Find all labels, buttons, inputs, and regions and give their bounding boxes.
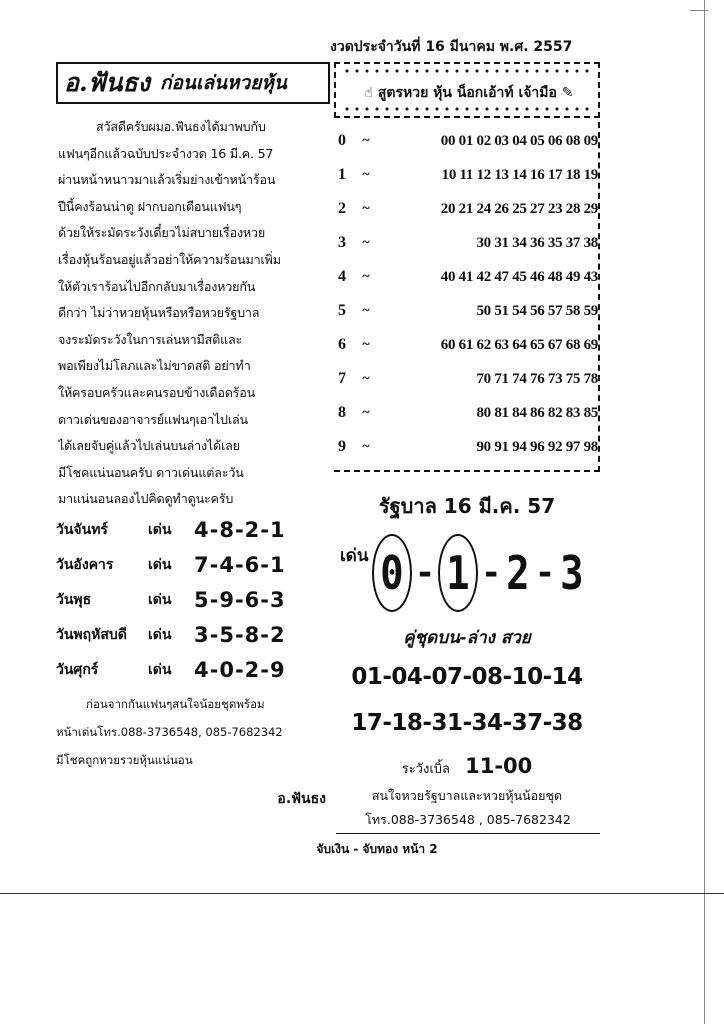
featured-digits (334, 532, 600, 614)
intro-line: ให้ตัวเราร้อนไปอีกกลับมาเรื่องหวยกัน (58, 278, 256, 294)
grid-digit: 0 (338, 132, 346, 149)
government-lottery-title: รัฐบาล 16 มี.ค. 57 (378, 494, 556, 518)
column-title: อ.ฟันธง (64, 68, 150, 97)
day-row-friday (56, 652, 330, 687)
intro-line: พอเพียงไม่โลภและไม่ขาดสติ อย่าทำ (58, 358, 251, 374)
author-signature: อ.ฟันธง (277, 791, 326, 807)
daily-picks (56, 512, 330, 687)
grid-numbers: 80 81 84 86 82 83 85 (476, 404, 598, 421)
day-name: วันพุธ (56, 591, 92, 608)
grid-digit: 1 (338, 166, 346, 183)
day-label: เด่น (148, 661, 172, 678)
formula-title-box (334, 62, 600, 118)
grid-digit: 2 (338, 200, 346, 217)
circled-digit (372, 534, 412, 612)
grid-tilde: ~ (362, 235, 370, 250)
day-numbers: 4-8-2-1 (194, 517, 286, 542)
bottom-rule (0, 893, 724, 894)
intro-line: เรื่องหุ้นร้อนอยู่แล้วอย่าให้ความร้อนมาเพิ่ม (58, 251, 281, 267)
grid-tilde: ~ (362, 303, 370, 318)
contact-line: หน้าเด่นโทร.088-3736548, 085-7682342 (56, 725, 283, 739)
grid-numbers: 50 51 54 56 57 58 59 (476, 302, 598, 319)
featured-label: เด่น (340, 546, 369, 566)
grid-tilde: ~ (362, 167, 370, 182)
grid-digit: 8 (338, 404, 346, 421)
day-numbers: 3-5-8-2 (194, 622, 286, 647)
dot-border-top (342, 68, 592, 74)
day-row-tuesday (56, 547, 330, 582)
grid-tilde: ~ (362, 337, 370, 352)
day-label: เด่น (148, 591, 172, 608)
intro-text (58, 114, 330, 513)
grid-row-8 (338, 396, 598, 430)
watch-numbers: 11-00 (465, 754, 533, 778)
page-footer: จับเงิน - จับทอง หน้า 2 (316, 842, 438, 856)
pair-set-title: คู่ชุดบน-ล่าง สวย (403, 628, 531, 648)
grid-row-1 (338, 158, 598, 192)
intro-line: สวัสดีครับผมอ.ฟันธงได้มาพบกับ (96, 119, 266, 134)
intro-line: ให้ครอบครัวและคนรอบข้างเดือดร้อน (58, 384, 256, 400)
dot-border-bottom (342, 106, 592, 112)
big-digit: 0 (380, 546, 404, 600)
day-label: เด่น (148, 626, 172, 643)
number-grid (334, 122, 600, 472)
formula-title: ☝ สูตรหวย หุ้น น็อกเอ้าท์ เจ้ามือ ✎ (364, 85, 574, 101)
contact-phone: โทร.088-3736548 , 085-7682342 (336, 810, 600, 834)
grid-row-0 (338, 124, 598, 158)
grid-numbers: 10 11 12 13 14 16 17 18 19 (441, 166, 598, 183)
left-column (56, 62, 330, 826)
grid-numbers: 00 01 02 03 04 05 06 08 09 (440, 132, 598, 149)
grid-digit: 5 (338, 302, 346, 319)
watch-double (334, 754, 600, 779)
day-label: เด่น (148, 521, 172, 538)
day-numbers: 7-4-6-1 (194, 552, 286, 577)
day-row-wednesday (56, 582, 330, 617)
grid-row-6 (338, 328, 598, 362)
big-digit: 3 (560, 546, 584, 600)
grid-numbers: 40 41 42 47 45 46 48 49 43 (440, 268, 598, 285)
grid-numbers: 60 61 62 63 64 65 67 68 69 (440, 336, 598, 353)
grid-numbers: 30 31 34 36 35 37 38 (476, 234, 598, 251)
contact-line: ก่อนจากกันแฟนๆสนใจน้อยชุดพร้อม (86, 697, 265, 711)
grid-tilde: ~ (362, 269, 370, 284)
day-label: เด่น (148, 556, 172, 573)
issue-date: งวดประจำวันที่ 16 มีนาคม พ.ศ. 2557 (330, 39, 573, 55)
contact-text (56, 690, 330, 774)
grid-row-5 (338, 294, 598, 328)
intro-line: มีโชคแน่นอนครับ ดาวเด่นแต่ละวัน (58, 464, 244, 480)
corner-mark (690, 10, 708, 25)
day-row-monday (56, 512, 330, 547)
pair-set-line-1: 01-04-07-08-10-14 (351, 664, 583, 690)
day-name: วันศุกร์ (56, 661, 99, 678)
intro-line: ได้เลยจับคู่แล้วไปเล่นบนล่างได้เลย (58, 438, 240, 454)
intro-line: ผ่านหน้าหนาวมาแล้วเริ่มย่างเข้าหน้าร้อน (58, 172, 276, 188)
grid-digit: 3 (338, 234, 346, 251)
grid-digit: 9 (338, 438, 346, 455)
grid-row-4 (338, 260, 598, 294)
grid-tilde: ~ (362, 201, 370, 216)
grid-digit: 7 (338, 370, 346, 387)
intro-line: ดีกว่า ไม่ว่าหวยหุ้นหรือหรือหวยรัฐบาล (58, 305, 260, 321)
circled-digit (438, 534, 478, 612)
watch-label: ระวังเบิ้ล (401, 762, 450, 777)
day-numbers: 4-0-2-9 (194, 657, 286, 682)
day-name: วันจันทร์ (56, 521, 108, 538)
grid-tilde: ~ (362, 133, 370, 148)
grid-numbers: 20 21 24 26 25 27 23 28 29 (440, 200, 598, 217)
grid-row-3 (338, 226, 598, 260)
intro-line: ดาวเด่นของอาจารย์แฟนๆเอาไปเล่น (58, 411, 248, 427)
day-name: วันอังคาร (56, 556, 114, 573)
intro-line: จงระมัดระวังในการเล่นหามีสติและ (58, 331, 243, 347)
grid-tilde: ~ (362, 405, 370, 420)
page-edge-line (704, 0, 705, 1024)
featured-digit-list (372, 532, 586, 614)
column-subtitle: ก่อนเล่นหวยหุ้น (159, 72, 287, 94)
digit-separator: - (484, 553, 499, 593)
grid-row-9 (338, 430, 598, 464)
grid-tilde: ~ (362, 371, 370, 386)
grid-numbers: 70 71 74 76 73 75 78 (476, 370, 598, 387)
grid-row-2 (338, 192, 598, 226)
contact-offer: สนใจหวยรัฐบาลและหวยหุ้นน้อยชุด (371, 788, 563, 803)
grid-digit: 6 (338, 336, 346, 353)
intro-line: มาแน่นอนลองไปคิดดูทำดูนะครับ (58, 491, 234, 507)
big-digit: 2 (506, 546, 530, 600)
pair-set-line-2: 17-18-31-34-37-38 (351, 710, 583, 736)
grid-row-7 (338, 362, 598, 396)
day-numbers: 5-9-6-3 (194, 587, 286, 612)
intro-line: ปีนี้คงร้อนน่าดู ฝากบอกเตือนแฟนๆ (58, 198, 242, 214)
intro-line: ด้วยให้ระมัดระวังเดี๋ยวไม่สบายเรื่องหวย (58, 225, 266, 241)
column-title-box (56, 62, 330, 104)
big-digit: 1 (446, 546, 470, 600)
day-name: วันพฤหัสบดี (56, 626, 127, 643)
contact-line: มีโชคถูกหวยรวยหุ้นแน่นอน (56, 753, 193, 767)
grid-numbers: 90 91 94 96 92 97 98 (476, 438, 598, 455)
grid-digit: 4 (338, 268, 346, 285)
intro-line: แฟนๆอีกแล้วฉบับประจำงวด 16 มี.ค. 57 (58, 145, 274, 161)
digit-separator: - (537, 553, 553, 593)
grid-tilde: ~ (362, 439, 370, 454)
digit-separator: - (418, 553, 433, 593)
day-row-thursday (56, 617, 330, 652)
